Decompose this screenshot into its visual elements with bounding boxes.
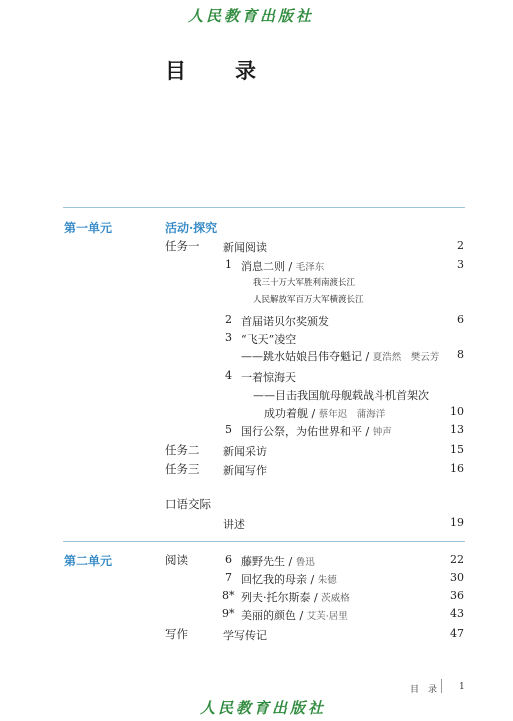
- oral-page: 19: [450, 516, 464, 529]
- lesson-author: 钟声: [372, 427, 392, 438]
- footer-separator: [441, 679, 442, 693]
- writing-label: 写作: [165, 627, 188, 641]
- lesson-subtitle[interactable]: [264, 405, 385, 421]
- lesson-title[interactable]: [241, 589, 350, 605]
- task3-title[interactable]: 新闻写作: [223, 464, 267, 477]
- unit1-section: 活动·探究: [165, 221, 218, 235]
- lesson-page: 13: [450, 423, 464, 436]
- lesson-title[interactable]: 一着惊海天: [241, 371, 296, 384]
- lesson-title-text: 消息二则 /: [241, 260, 296, 273]
- unit1-name: 第一单元: [64, 221, 113, 235]
- lesson-num: 7: [225, 571, 232, 584]
- lesson-num: 3: [225, 331, 232, 344]
- lesson-author: 蔡年迟 蒲海洋: [318, 409, 386, 420]
- footer-label: 目 录: [410, 685, 438, 695]
- lesson-page: 10: [450, 405, 464, 418]
- lesson-author: 艾芙·居里: [306, 611, 348, 622]
- lesson-title-text: 美丽的颜色 /: [241, 609, 307, 622]
- lesson-title-text: 国行公祭，为佑世界和平 /: [241, 425, 373, 438]
- lesson-num: 4: [225, 369, 232, 382]
- lesson-subtitle[interactable]: [241, 348, 439, 364]
- unit1-divider: [63, 207, 465, 208]
- lesson-subtitle[interactable]: 人民解放军百万大军横渡长江: [253, 295, 364, 305]
- lesson-title[interactable]: “飞天”凌空: [241, 333, 297, 346]
- lesson-title[interactable]: [241, 607, 348, 623]
- lesson-subtitle-text: ——跳水姑娘吕伟夺魁记 /: [241, 350, 373, 363]
- writing-title[interactable]: 学写传记: [223, 629, 267, 642]
- lesson-title-text: 列夫·托尔斯泰 /: [241, 591, 322, 604]
- lesson-page: 6: [457, 313, 464, 326]
- task1-label: 任务一: [165, 239, 200, 253]
- task1-title[interactable]: 新闻阅读: [223, 241, 267, 254]
- lesson-num: 6: [225, 553, 232, 566]
- lesson-page: 43: [450, 607, 464, 620]
- lesson-page: 3: [457, 258, 464, 271]
- task2-page: 15: [450, 443, 464, 456]
- unit2-divider: [63, 541, 465, 542]
- lesson-num: 9*: [222, 607, 235, 620]
- lesson-title[interactable]: [241, 571, 337, 587]
- task2-title[interactable]: 新闻采访: [223, 445, 267, 458]
- oral-title[interactable]: 讲述: [223, 518, 245, 531]
- publisher-logo-bottom: 人民教育出版社: [200, 699, 327, 717]
- lesson-title[interactable]: [241, 258, 324, 274]
- unit2-name: 第二单元: [64, 554, 113, 568]
- lesson-subtitle[interactable]: 我三十万大军胜利南渡长江: [253, 278, 356, 288]
- lesson-title-text: 回忆我的母亲 /: [241, 573, 318, 586]
- lesson-page: 22: [450, 553, 464, 566]
- lesson-author: 毛泽东: [295, 262, 325, 273]
- task3-page: 16: [450, 462, 464, 475]
- lesson-page: 36: [450, 589, 464, 602]
- task3-label: 任务三: [165, 462, 200, 476]
- lesson-page: 30: [450, 571, 464, 584]
- lesson-subtitle-text: 成功着舰 /: [264, 407, 319, 420]
- writing-page: 47: [450, 627, 464, 640]
- lesson-num: 5: [225, 423, 232, 436]
- lesson-title[interactable]: [241, 553, 315, 569]
- lesson-author: 夏浩然 樊云芳: [372, 352, 440, 363]
- lesson-num: 1: [225, 258, 232, 271]
- page-title: 目 录: [165, 58, 270, 83]
- oral-label: 口语交际: [165, 497, 211, 511]
- task2-label: 任务二: [165, 443, 200, 457]
- lesson-num: 8*: [222, 589, 235, 602]
- task1-page: 2: [457, 239, 464, 252]
- lesson-subtitle[interactable]: ——目击我国航母舰载战斗机首架次: [253, 389, 429, 402]
- lesson-author: 茨威格: [321, 593, 350, 604]
- footer-page-number: 1: [459, 682, 465, 692]
- lesson-num: 2: [225, 313, 232, 326]
- lesson-page: 8: [457, 348, 464, 361]
- reading-label: 阅读: [165, 553, 188, 567]
- publisher-logo: 人民教育出版社: [188, 7, 315, 25]
- lesson-title[interactable]: [241, 423, 392, 439]
- lesson-title-text: 藤野先生 /: [241, 555, 296, 568]
- lesson-title[interactable]: 首届诺贝尔奖颁发: [241, 315, 329, 328]
- lesson-author: 朱德: [317, 575, 337, 586]
- lesson-author: 鲁迅: [295, 557, 315, 568]
